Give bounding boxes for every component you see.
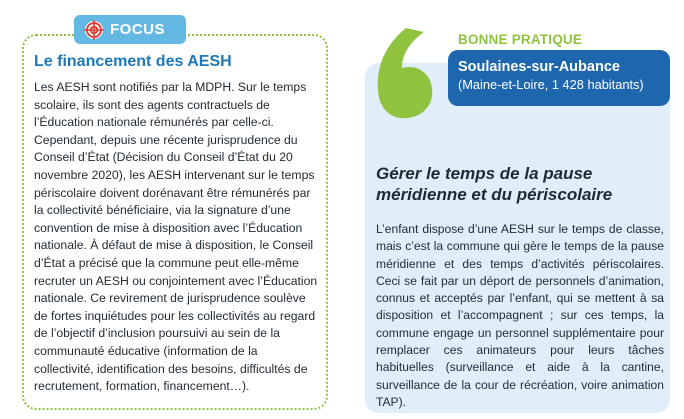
focus-body: Les AESH sont notifiés par la MDPH. Sur le temps scolaire, ils sont des agents contractuels de l’Éducation nationale rémunérés par celle-ci. Cependant, depuis une récente jurisprudence du Conseil d’État (Décision du Conseil d’État du 20 novembre 2020), les AESH intervenant sur le temps périscolaire doivent dorénavant être rémunérés par la collectivité bénéficiaire, via la signature d’une convention de mise à disposition avec l’Éducation nationale. À défaut de mise à disposition, le Conseil d’État a précisé que la commune peut elle-même recruter un AESH ou conjointement avec l’Éducation nationale. Ce revirement de jurisprudence soulève de fortes inquiétudes pour les collectivités au regard de l’objectif d’inclusion poursuivi au sein de la communauté éducative (information de la collectivité, identification des besoins, difficultés de recrutement, formation, financement…). — [34, 80, 318, 394]
practice-place: Soulaines-sur-Aubance — [458, 59, 620, 75]
practice-title: Gérer le temps de la pause méridienne et du périscolaire — [376, 164, 613, 204]
focus-badge — [74, 15, 186, 44]
practice-place-detail: (Maine-et-Loire, 1 428 habitants) — [458, 77, 644, 92]
focus-badge-label: FOCUS — [110, 21, 165, 38]
quote-icon — [372, 20, 438, 124]
practice-location-box — [448, 50, 670, 106]
practice-label: BONNE PRATIQUE — [458, 32, 583, 47]
target-icon — [84, 20, 104, 40]
practice-body: L’enfant dispose d’une AESH sur le temps de classe, mais c’est la commune qui gère le temps de la pause méridienne et des temps d’activités périscolaires. Ceci se fait par un déport de personnels d’animation, connus et acceptés par l’enfant, qui se mettent à sa disposition et l’accompagnent ; sur ces temps, la commune engage un personnel supplémentaire pour remplacer ces animateurs pour leurs tâches habituelles (surveillance et aide à la cantine, surveillance de la cour de récréation, voire animation TAP). — [376, 222, 664, 409]
focus-title: Le financement des AESH — [34, 53, 232, 70]
